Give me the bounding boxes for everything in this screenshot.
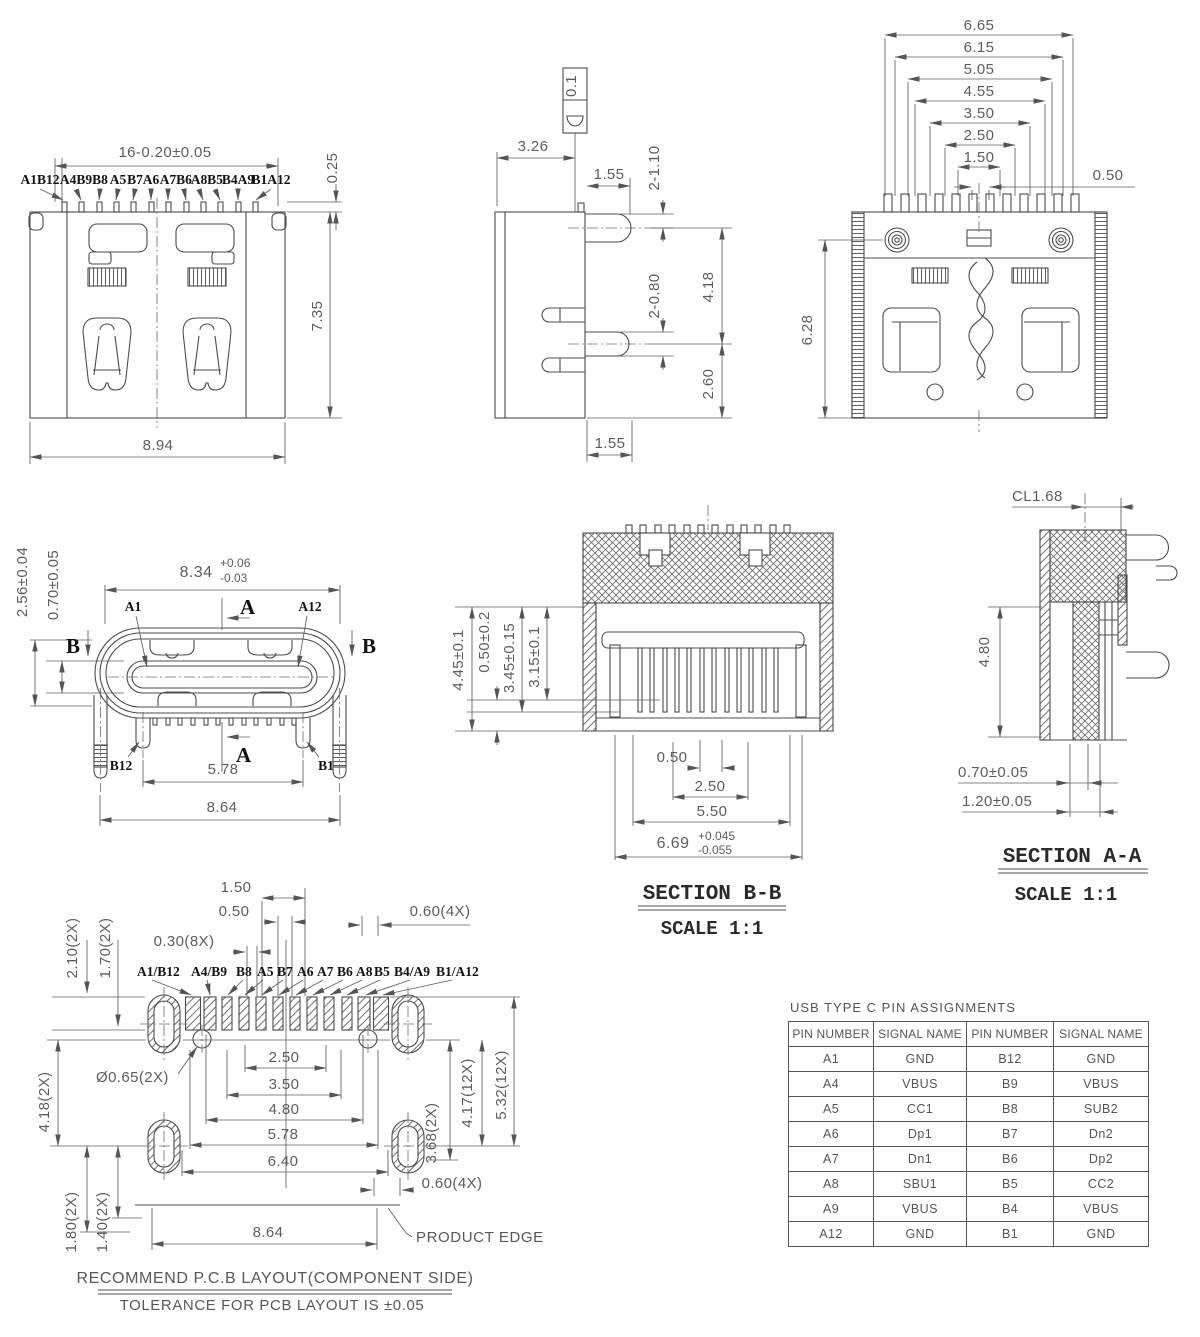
pad-label: B4/A9 <box>394 964 431 979</box>
table-row <box>789 1172 1149 1197</box>
table-cell: GND <box>874 1222 967 1247</box>
rear-body-outline <box>852 194 1107 418</box>
pin-label: B5 <box>207 172 223 187</box>
dim-label: 1.50 <box>220 879 252 896</box>
table-cell: SBU1 <box>874 1172 967 1197</box>
dim-label: 4.55 <box>963 83 995 100</box>
dim-label: 4.80 <box>976 636 993 668</box>
pcb-layout-view <box>36 879 544 1314</box>
dim-label: 2.10(2X) <box>64 917 81 979</box>
dim-label: 3.26 <box>517 138 549 155</box>
table-cell: A9 <box>789 1197 874 1222</box>
section-aa-view <box>958 488 1177 906</box>
table-cell: VBUS <box>1054 1197 1149 1222</box>
pad-label: A7 <box>317 964 334 979</box>
dim-label: 3.68(2X) <box>423 1102 440 1164</box>
dim-label: 5.50 <box>696 803 728 820</box>
dim-label: 2-1.10 <box>646 145 663 191</box>
pin-label: A1B12 <box>20 172 60 187</box>
dim-tolerance: +0.06 <box>220 556 251 570</box>
dim-label: 4.18 <box>700 271 717 303</box>
dim-label: 1.70(2X) <box>97 917 114 979</box>
table-row <box>789 1097 1149 1122</box>
pad-label: B1/A12 <box>436 964 479 979</box>
pad-label: B6 <box>337 964 353 979</box>
table-cell: A1 <box>789 1047 874 1072</box>
table-cell: A4 <box>789 1072 874 1097</box>
table-cell: B6 <box>967 1147 1054 1172</box>
dim-label: 3.50 <box>963 105 995 122</box>
dim-label: 4.80 <box>268 1101 300 1118</box>
table-cell: B7 <box>967 1122 1054 1147</box>
section-scale: SCALE 1:1 <box>660 918 764 940</box>
pin-label: B1 <box>318 758 334 773</box>
section-arrow-label: A <box>236 743 252 767</box>
pad-label: A5 <box>257 964 274 979</box>
dim-label: CL1.68 <box>1012 488 1063 505</box>
dim-label: 5.78 <box>207 761 239 778</box>
dim-tolerance: +0.045 <box>698 829 736 843</box>
table-header-cell: SIGNAL NAME <box>874 1022 967 1047</box>
dim-label: 3.50 <box>268 1076 300 1093</box>
dim-label: 6.40 <box>267 1153 299 1170</box>
table-cell: Dp1 <box>874 1122 967 1147</box>
pin-label: A5 <box>109 172 127 187</box>
pin-label: B12 <box>109 758 133 773</box>
dim-label: 2.50 <box>694 778 726 795</box>
pin-table-title: USB TYPE C PIN ASSIGNMENTS <box>790 1000 1016 1015</box>
dim-label: 2.50 <box>963 127 995 144</box>
dim-label: 0.50 <box>218 903 250 920</box>
table-row <box>789 1047 1149 1072</box>
dim-label: Ø0.65(2X) <box>96 1069 169 1086</box>
dim-label: 1.20±0.05 <box>962 793 1033 810</box>
dim-label: 6.65 <box>963 17 995 34</box>
pin-label: A6 <box>142 172 160 187</box>
table-cell: A6 <box>789 1122 874 1147</box>
dim-label: 0.30(8X) <box>153 933 215 950</box>
table-cell: B4 <box>967 1197 1054 1222</box>
section-scale: SCALE 1:1 <box>1014 884 1118 906</box>
table-cell: A12 <box>789 1222 874 1247</box>
pin-label: A1 <box>124 599 142 614</box>
dim-label: 6.28 <box>799 314 816 346</box>
table-cell: GND <box>1054 1047 1149 1072</box>
dim-label: 4.17(12X) <box>459 1058 476 1128</box>
table-header-cell: PIN NUMBER <box>967 1022 1054 1047</box>
product-edge-label: PRODUCT EDGE <box>416 1229 544 1246</box>
dim-label: 1.80(2X) <box>63 1191 80 1253</box>
table-cell: SUB2 <box>1054 1097 1149 1122</box>
table-row <box>789 1197 1149 1222</box>
dim-label: 0.70±0.05 <box>958 764 1029 781</box>
table-row <box>789 1147 1149 1172</box>
dim-label: 0.50 <box>1092 167 1124 184</box>
table-cell: B9 <box>967 1072 1054 1097</box>
table-cell: VBUS <box>874 1072 967 1097</box>
dim-tolerance: -0.055 <box>698 843 733 857</box>
dim-label: 2.56±0.04 <box>14 546 31 618</box>
pin-label: A8 <box>190 172 208 187</box>
dim-label: 0.25 <box>324 152 341 184</box>
section-arrow-label: B <box>362 634 377 658</box>
front-view <box>20 144 342 464</box>
table-cell: Dn1 <box>874 1147 967 1172</box>
table-cell: A8 <box>789 1172 874 1197</box>
table-header-cell: PIN NUMBER <box>789 1022 874 1047</box>
dim-label: 0.60(4X) <box>409 903 471 920</box>
dim-label: 8.64 <box>206 799 238 816</box>
flatness-flag-value: 0.1 <box>563 74 580 98</box>
dim-tolerance: -0.03 <box>220 571 248 585</box>
pcb-note-title: RECOMMEND P.C.B LAYOUT(COMPONENT SIDE) <box>76 1270 474 1287</box>
pad-label: A1/B12 <box>137 964 180 979</box>
dim-label: 6.69 <box>656 835 690 852</box>
table-row <box>789 1072 1149 1097</box>
table-cell: GND <box>1054 1222 1149 1247</box>
pad-label: A6 <box>297 964 314 979</box>
pin-label: B6 <box>176 172 192 187</box>
rear-view <box>799 17 1135 432</box>
dim-label: 1.40(2X) <box>94 1191 111 1253</box>
pin-label: B4A9 <box>221 172 255 187</box>
pad-label: B8 <box>236 964 252 979</box>
table-cell: A7 <box>789 1147 874 1172</box>
table-cell: A5 <box>789 1097 874 1122</box>
dim-label: 5.32(12X) <box>493 1050 510 1120</box>
dim-label: 2.60 <box>700 368 717 400</box>
pin-label: A4B9 <box>59 172 93 187</box>
section-title: SECTION A-A <box>1002 846 1142 869</box>
dim-label: 1.55 <box>593 166 625 183</box>
side-view <box>495 68 732 462</box>
table-cell: Dp2 <box>1054 1147 1149 1172</box>
dim-label: 7.35 <box>309 300 326 332</box>
table-cell: CC1 <box>874 1097 967 1122</box>
table-cell: Dn2 <box>1054 1122 1149 1147</box>
pin-label: A7 <box>159 172 177 187</box>
table-header-cell: SIGNAL NAME <box>1054 1022 1149 1047</box>
pad-label: A8 <box>356 964 373 979</box>
section-title: SECTION B-B <box>642 883 782 906</box>
dim-label: 1.50 <box>963 149 995 166</box>
pad-label: B5 <box>374 964 390 979</box>
section-arrow-label: B <box>66 634 81 658</box>
dim-label: 16-0.20±0.05 <box>118 144 212 161</box>
dim-label: 5.05 <box>963 61 995 78</box>
table-cell: B8 <box>967 1097 1054 1122</box>
dim-label: 5.78 <box>267 1126 299 1143</box>
pad-label: A4/B9 <box>191 964 228 979</box>
dim-label: 8.64 <box>252 1224 284 1241</box>
pad-label: B7 <box>277 964 293 979</box>
dim-label: 3.45±0.15 <box>501 622 518 694</box>
table-cell: CC2 <box>1054 1172 1149 1197</box>
table-cell: GND <box>874 1047 967 1072</box>
pin-label: B1A12 <box>251 172 291 187</box>
section-arrow-label: A <box>240 595 256 619</box>
dim-label: 2.50 <box>268 1049 300 1066</box>
dim-label: 1.55 <box>594 435 626 452</box>
dim-label: 4.18(2X) <box>36 1071 53 1133</box>
dim-label: 8.34 <box>179 564 213 581</box>
dim-label: 3.15±0.1 <box>526 626 543 688</box>
dim-label: 0.50±0.2 <box>476 611 493 673</box>
pin-label: B8 <box>92 172 108 187</box>
pin-assignment-table <box>788 1000 1160 1247</box>
dim-label: 0.50 <box>656 749 688 766</box>
table-row <box>789 1222 1149 1247</box>
dim-label: 2-0.80 <box>646 273 663 319</box>
table-cell: VBUS <box>874 1197 967 1222</box>
front-body-outline <box>29 202 286 418</box>
dim-label: 0.60(4X) <box>421 1175 483 1192</box>
section-bb-view <box>450 505 833 940</box>
table-cell: VBUS <box>1054 1072 1149 1097</box>
table-cell: B5 <box>967 1172 1054 1197</box>
pcb-note-tolerance: TOLERANCE FOR PCB LAYOUT IS ±0.05 <box>119 1297 425 1314</box>
dim-label: 0.70±0.05 <box>45 549 62 621</box>
top-view <box>14 547 376 826</box>
top-body-outline <box>94 628 346 778</box>
dim-label: 8.94 <box>142 437 174 454</box>
section-aa-outline <box>1040 530 1177 740</box>
pin-label: B7 <box>127 172 143 187</box>
table-cell: B12 <box>967 1047 1054 1072</box>
table-cell: B1 <box>967 1222 1054 1247</box>
pin-label: A12 <box>298 599 322 614</box>
dim-label: 4.45±0.1 <box>450 629 467 691</box>
dim-label: 6.15 <box>963 39 995 56</box>
table-row <box>789 1122 1149 1147</box>
